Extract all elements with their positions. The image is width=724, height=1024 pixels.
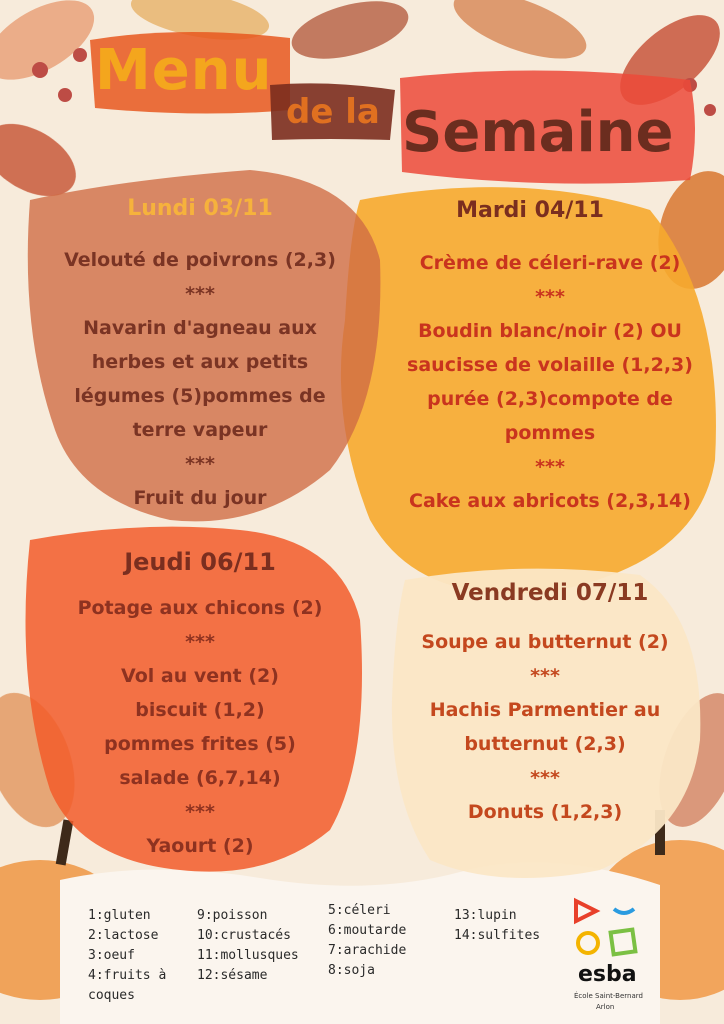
allergen-item: 2:lactose xyxy=(88,928,159,943)
lundi-line-5: terre vapeur xyxy=(132,419,268,441)
vendredi-line-3: butternut (2,3) xyxy=(464,733,626,755)
vendredi-separator-2: *** xyxy=(530,767,560,789)
lundi-title: Lundi 03/11 xyxy=(127,196,273,221)
title-semaine: Semaine xyxy=(402,100,674,165)
mardi-line-2: Boudin blanc/noir (2) OU xyxy=(418,320,682,342)
allergen-item: 3:oeuf xyxy=(88,948,135,963)
esba-logo-tagline: École Saint-Bernard xyxy=(574,992,643,1000)
lundi-separator-1: *** xyxy=(185,283,215,305)
mardi-line-4: purée (2,3)compote de xyxy=(427,388,673,410)
jeudi-title: Jeudi 06/11 xyxy=(124,548,276,576)
title-menu: Menu xyxy=(95,38,273,103)
jeudi-line-4: pommes frites (5) xyxy=(104,733,296,755)
allergen-item: 7:arachide xyxy=(328,943,407,958)
mardi-line-1: Crème de céleri-rave (2) xyxy=(419,252,681,274)
allergen-item: 8:soja xyxy=(328,963,375,978)
jeudi-menu xyxy=(40,591,360,863)
allergen-legend-col-1 xyxy=(88,906,166,1006)
mardi-title: Mardi 04/11 xyxy=(456,198,604,223)
allergen-item: 11:mollusques xyxy=(197,948,299,963)
jeudi-line-3: biscuit (1,2) xyxy=(135,699,265,721)
allergen-legend-col-3 xyxy=(328,901,406,981)
jeudi-line-5: salade (6,7,14) xyxy=(119,767,281,789)
jeudi-separator-2: *** xyxy=(185,801,215,823)
jeudi-separator-1: *** xyxy=(185,631,215,653)
esba-logo-icon xyxy=(570,895,650,965)
vendredi-separator-1: *** xyxy=(530,665,560,687)
allergen-legend-col-4 xyxy=(454,906,540,946)
mardi-menu xyxy=(385,246,715,518)
lundi-line-4: légumes (5)pommes de xyxy=(74,385,326,407)
jeudi-line-6: Yaourt (2) xyxy=(146,835,254,857)
esba-logo-name: esba xyxy=(578,962,637,987)
allergen-item: 12:sésame xyxy=(197,968,268,983)
allergen-item: 5:céleri xyxy=(328,903,391,918)
mardi-line-3: saucisse de volaille (1,2,3) xyxy=(407,354,693,376)
mardi-line-5: pommes xyxy=(504,422,596,444)
lundi-line-6: Fruit du jour xyxy=(133,487,267,509)
jeudi-line-2: Vol au vent (2) xyxy=(121,665,279,687)
vendredi-line-2: Hachis Parmentier au xyxy=(429,699,661,721)
mardi-separator-2: *** xyxy=(535,456,565,478)
allergen-item: 9:poisson xyxy=(197,908,268,923)
lundi-separator-2: *** xyxy=(185,453,215,475)
vendredi-menu xyxy=(395,625,695,829)
lundi-line-2: Navarin d'agneau aux xyxy=(83,317,317,339)
lundi-line-1: Velouté de poivrons (2,3) xyxy=(64,249,336,271)
allergen-item: 6:moutarde xyxy=(328,923,407,938)
vendredi-title: Vendredi 07/11 xyxy=(451,580,649,606)
allergen-item: 1:gluten xyxy=(88,908,151,923)
allergen-item: 4:fruits à xyxy=(88,968,167,983)
lundi-menu xyxy=(40,243,360,515)
lundi-line-3: herbes et aux petits xyxy=(91,351,309,373)
allergen-item: 13:lupin xyxy=(454,908,517,923)
esba-logo-city: Arlon xyxy=(596,1003,615,1011)
mardi-separator-1: *** xyxy=(535,286,565,308)
allergen-legend-col-2 xyxy=(197,906,299,986)
allergen-item: coques xyxy=(88,988,135,1003)
vendredi-line-4: Donuts (1,2,3) xyxy=(467,801,623,823)
jeudi-line-1: Potage aux chicons (2) xyxy=(77,597,323,619)
allergen-item: 14:sulfites xyxy=(454,928,541,943)
mardi-line-6: Cake aux abricots (2,3,14) xyxy=(409,490,691,512)
vendredi-line-1: Soupe au butternut (2) xyxy=(421,631,669,653)
title-de-la: de la xyxy=(286,92,380,132)
allergen-item: 10:crustacés xyxy=(197,928,291,943)
